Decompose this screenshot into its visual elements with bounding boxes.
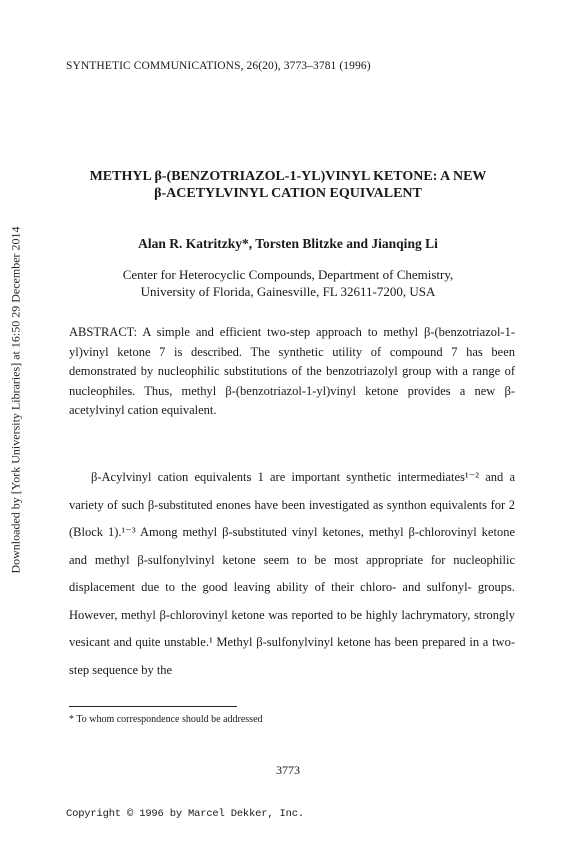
page-number: 3773 bbox=[276, 763, 300, 777]
title-line-2: β-ACETYLVINYL CATION EQUIVALENT bbox=[154, 186, 422, 201]
body-paragraph bbox=[69, 464, 515, 684]
body-text: β-Acylvinyl cation equivalents 1 are important synthetic intermediates¹⁻² and a variety of such β-substituted enones have been investigated as synthon equivalents for 2 (Block 1).¹⁻³ Among methyl β-substituted vinyl ketones, methyl β-chlorovinyl ketone and methyl β-sulfonylvinyl ketone seem to be most appropriate for nucleophilic displacement due to the good leaving ability of their chloro- and sulfonyl- groups. However, methyl β-chlorovinyl ketone was reported to be highly lachrymatory, strongly vesicant and quite unstable.¹ Methyl β-sulfonylvinyl ketone has been prepared in a two-step sequence by the bbox=[69, 470, 515, 677]
footnote-rule bbox=[69, 706, 237, 707]
authors: Alan R. Katritzky*, Torsten Blitzke and Jianqing Li bbox=[138, 236, 438, 251]
download-note: Downloaded by [York University Libraries] at 16:50 29 December 2014 bbox=[8, 226, 23, 574]
affiliation-line-1: Center for Heterocyclic Compounds, Department of Chemistry, bbox=[122, 267, 454, 282]
affiliation-line-2: University of Florida, Gainesville, FL 32611-7200, USA bbox=[140, 284, 436, 299]
download-sidebar bbox=[8, 150, 24, 650]
abstract bbox=[69, 323, 515, 421]
affiliation bbox=[0, 266, 576, 300]
paper-title bbox=[0, 168, 576, 202]
abstract-text: A simple and efficient two-step approach to methyl β-(benzotriazol-1-yl)vinyl ketone 7 is described. The synthetic utility of compound 7 has been demonstrated by nucleophilic substitutions of the benzotriazolyl group with a range of nucleophiles. Thus, methyl β-(benzotriazol-1-yl)vinyl ketone provides a new β-acetylvinyl cation equivalent. bbox=[69, 325, 515, 417]
title-line-1: METHYL β-(BENZOTRIAZOL-1-YL)VINYL KETONE: A NEW bbox=[89, 169, 487, 184]
abstract-label: ABSTRACT: bbox=[69, 325, 138, 339]
journal-header: SYNTHETIC COMMUNICATIONS, 26(20), 3773–3781 (1996) bbox=[66, 60, 371, 72]
footnote: * To whom correspondence should be addressed bbox=[69, 714, 263, 725]
copyright: Copyright © 1996 by Marcel Dekker, Inc. bbox=[66, 808, 304, 820]
